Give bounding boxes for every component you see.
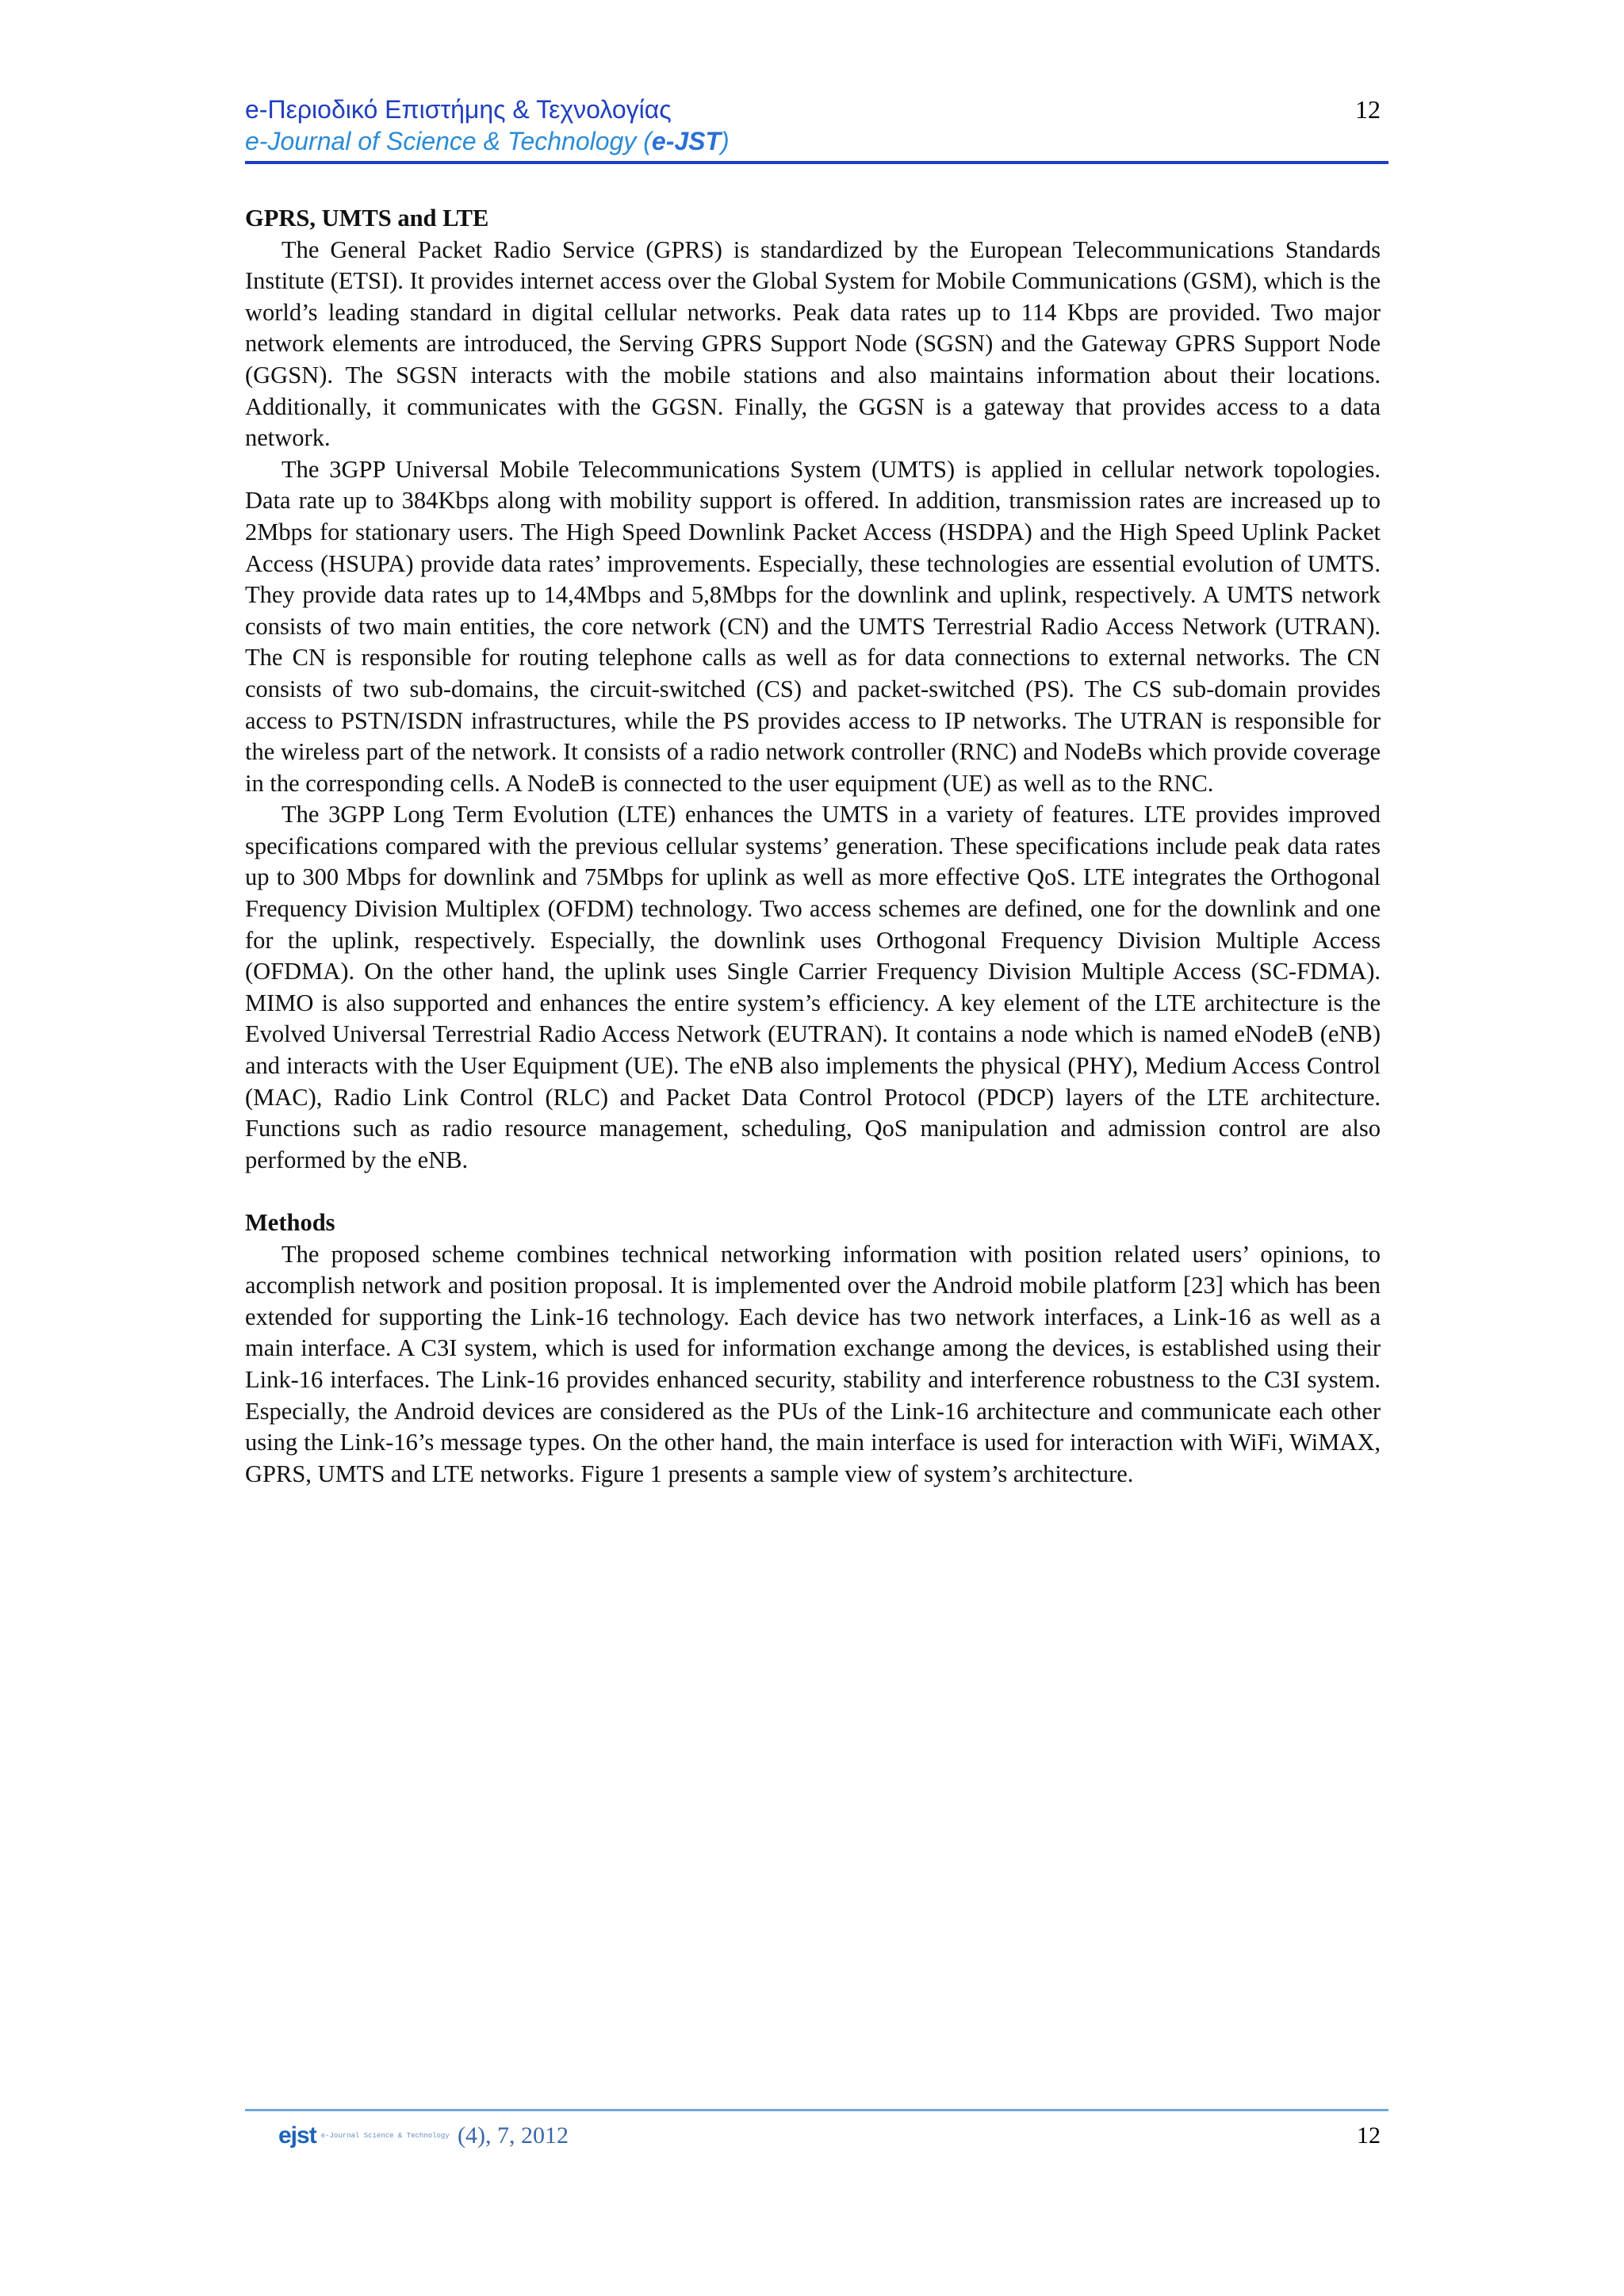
journal-abbreviation: e-JST	[651, 127, 722, 155]
journal-title-english-suffix: )	[721, 127, 730, 155]
paragraph-gprs: The General Packet Radio Service (GPRS) is standardized by the European Telecommunications Standards Institute (ETSI). It provides internet access over the Global System for Mobile Communications (GSM), which is the world’s leading standard in digital cellular networks. Peak data rates up to 114 Kbps are provided. Two major network elements are introduced, the Serving GPRS Support Node (SGSN) and the Gateway GPRS Support Node (GGSN). The SGSN interacts with the mobile stations and also maintains information about their locations. Additionally, it communicates with the GGSN. Finally, the GGSN is a gateway that provides access to a data network.	[245, 235, 1381, 452]
section-spacer	[245, 1176, 1381, 1207]
footer-page-number: 12	[1357, 2122, 1381, 2149]
journal-title-english	[245, 125, 1388, 157]
article-body	[245, 203, 1381, 1490]
paragraph-lte: The 3GPP Long Term Evolution (LTE) enhances the UMTS in a variety of features. LTE provides improved specifications compared with the previous cellular systems’ generation. These specifications include peak data rates up to 300 Mbps for downlink and 75Mbps for uplink as well as more effective QoS. LTE integrates the Orthogonal Frequency Division Multiplex (OFDM) technology. Two access schemes are defined, one for the downlink and one for the uplink, respectively. Especially, the downlink uses Orthogonal Frequency Division Multiple Access (OFDMA). On the other hand, the uplink uses Single Carrier Frequency Division Multiple Access (SC-FDMA). MIMO is also supported and enhances the entire system’s efficiency. A key element of the LTE architecture is the Evolved Universal Terrestrial Radio Access Network (EUTRAN). It contains a node which is named eNodeB (eNB) and interacts with the User Equipment (UE). The eNB also implements the physical (PHY), Medium Access Control (MAC), Radio Link Control (RLC) and Packet Data Control Protocol (PDCP) layers of the LTE architecture. Functions such as radio resource management, scheduling, QoS manipulation and admission control are also performed by the eNB.	[245, 801, 1381, 1173]
journal-title-english-prefix: e-Journal of Science & Technology (	[245, 127, 652, 155]
footer-divider	[245, 2109, 1388, 2111]
journal-logo	[278, 2122, 450, 2150]
issue-citation: (4), 7, 2012	[458, 2122, 569, 2149]
header-divider	[245, 161, 1388, 164]
header-page-number: 12	[1355, 95, 1381, 124]
page-footer	[245, 2117, 1388, 2156]
journal-title-greek: e-Περιοδικό Επιστήμης & Τεχνολογίας	[245, 95, 672, 124]
journal-logo-text: ejst	[278, 2122, 316, 2149]
section-heading-methods: Methods	[245, 1209, 335, 1236]
paragraph-umts: The 3GPP Universal Mobile Telecommunications System (UMTS) is applied in cellular network topologies. Data rate up to 384Kbps along with mobility support is offered. In addition, transmission rates are increased up to 2Mbps for stationary users. The High Speed Downlink Packet Access (HSDPA) and the High Speed Uplink Packet Access (HSUPA) provide data rates’ improvements. Especially, these technologies are essential evolution of UMTS. They provide data rates up to 14,4Mbps and 5,8Mbps for the downlink and uplink, respectively. A UMTS network consists of two main entities, the core network (CN) and the UMTS Terrestrial Radio Access Network (UTRAN). The CN is responsible for routing telephone calls as well as for data connections to external networks. The CN consists of two sub-domains, the circuit-switched (CS) and packet-switched (PS). The CS sub-domain provides access to PSTN/ISDN infrastructures, while the PS provides access to IP networks. The UTRAN is responsible for the wireless part of the network. It consists of a radio network controller (RNC) and NodeBs which provide coverage in the corresponding cells. A NodeB is connected to the user equipment (UE) as well as to the RNC.	[245, 455, 1381, 797]
paragraph-methods: The proposed scheme combines technical networking information with position related users’ opinions, to accomplish network and position proposal. It is implemented over the Android mobile platform [23] which has been extended for supporting the Link-16 technology. Each device has two network interfaces, a Link-16 as well as a main interface. A C3I system, which is used for information exchange among the devices, is established using their Link-16 interfaces. The Link-16 provides enhanced security, stability and interference robustness to the C3I system. Especially, the Android devices are considered as the PUs of the Link-16 architecture and communicate each other using the Link-16’s message types. On the other hand, the main interface is used for interaction with WiFi, WiMAX, GPRS, UMTS and LTE networks. Figure 1 presents a sample view of system’s architecture.	[245, 1240, 1381, 1487]
section-heading-gprs-umts-lte: GPRS, UMTS and LTE	[245, 205, 489, 232]
page-header	[245, 94, 1388, 157]
journal-logo-subtext: e-Journal Science & Technology	[320, 2132, 450, 2140]
